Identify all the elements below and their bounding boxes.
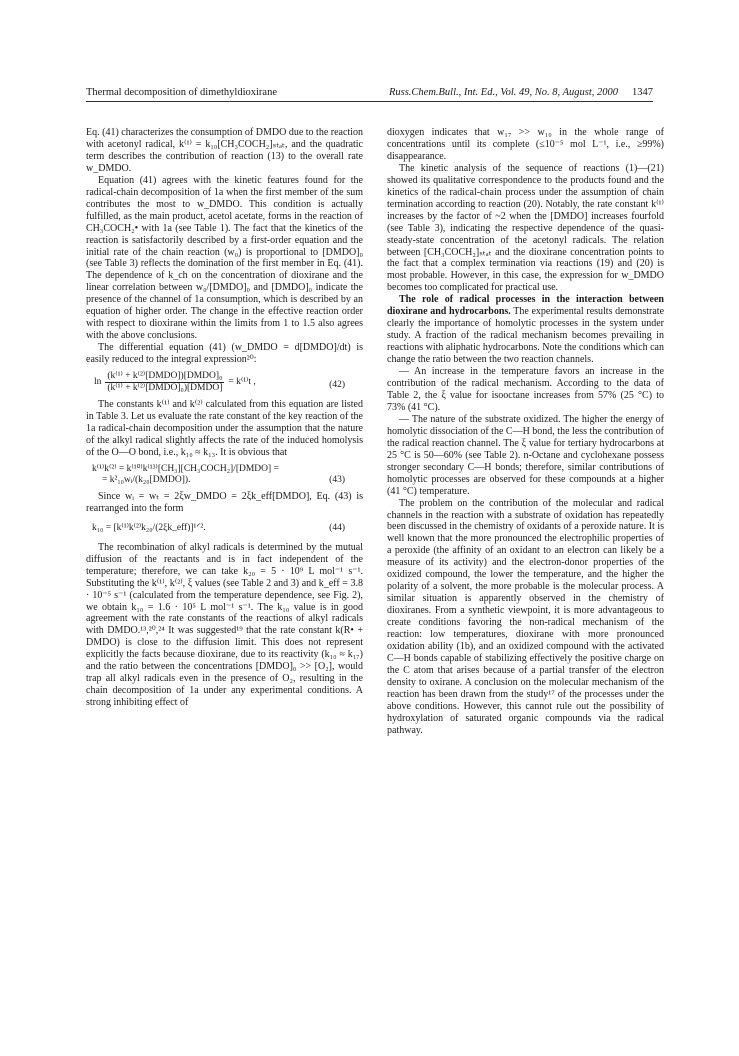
right-paragraph-6: The problem on the contribution of the molecular and radical channels in the reaction with a substrate of oxidation has repeatedly been discussed in the chemistry of oxidants of a peroxide nature. It is well known that the more pronounced the electrophilic properties of a peroxide (the affinity of an oxidant to an electron can likely be a measure of its activity) and the electron-donor properties of the oxidized compound, the lower the temperature, and the higher the polarity of a solvent, the more probable is the molecular process. A similar situation is apparently observed in the chemistry of dioxiranes. From a synthetic viewpoint, it is more advantageous to create conditions favoring the non-radical mechanism of the reaction: low temperatures, dioxirane with more pronounced oxidation ability (1b), and an oxidized compound with the activated C—H bonds capable of stabilizing effectively the positive charge on the C atom that arises because of a partial transfer of the electron density to oxirane. A conclusion on the molecular mechanism of the reaction has been drawn from the study¹⁷ of the processes under the above conditions. However, this cannot rule out the possibility of hydroxylation of saturated organic compounds via the radical pathway.: [387, 497, 664, 736]
left-paragraph-6: The recombination of alkyl radicals is determined by the mutual diffusion of the reactants and is in fact independent of the temperature; therefore, we can take k₂₀ = 5 · 10⁹ L mol⁻¹ s⁻¹. Substituting the k⁽¹⁾, k⁽²⁾, ξ values (see Table 2 and 3) and k_eff = 3.8 · 10⁻⁵ s⁻¹ (calculated from the temperature dependence, see Fig. 2), we obtain k₁₀ = 1.6 · 10⁵ L mol⁻¹ s⁻¹. The k₁₀ value is in good agreement with the rate constants of the reactions of alkyl radicals with DMDO.¹³,²⁰,²⁴ It was suggested¹⁹ that the rate constant k(R• + DMDO) is close to the diffusion limit. This does not represent explicitly the facts because dioxirane, due to its reactivity (k₁₀ ≈ k₁₇) and the ratio between the concentrations [DMDO]₀ >> [O₂], would trap all alkyl radicals even in the presence of O₂, resulting in the chain decomposition of 1a under any experimental conditions. A strong inhibiting effect of: [86, 541, 363, 709]
running-header: [86, 86, 653, 102]
equation-43-line-1: k⁽¹⁾k⁽²⁾ = k⁽¹⁰⁾k⁽¹³⁾[CH₃][CH₃COCH₂]/[DMDO] =: [92, 463, 279, 474]
equation-42-fraction: [105, 371, 224, 394]
header-page-number: 1347: [632, 87, 653, 98]
left-column: [86, 127, 363, 709]
header-journal-citation: [389, 86, 653, 100]
left-paragraph-5: Since wᵢ = wₜ = 2ξw_DMDO = 2ξk_eff[DMDO], Eq. (43) is rearranged into the form: [86, 490, 363, 514]
equation-44-body: k₁₀ = [k⁽¹⁾k⁽²⁾k₂₀/(2ξk_eff)]¹ᐟ².: [92, 522, 206, 533]
equation-42-ln: ln: [94, 377, 102, 388]
right-paragraph-1: dioxygen indicates that w₁₇ >> w₁₀ in the whole range of concentrations until its complete (≤10⁻⁵ mol L⁻¹, i.e., ≥99%) disappearance.: [387, 127, 664, 162]
equation-44: [86, 523, 363, 534]
equation-42-denominator: (k⁽¹⁾ + k⁽²⁾[DMDO]₀)[DMDO]: [107, 383, 223, 394]
right-column: [387, 127, 664, 737]
equation-42-rhs: = k⁽¹⁾t ,: [228, 377, 256, 388]
equation-42: [86, 371, 363, 394]
equation-43: [86, 464, 363, 486]
right-paragraph-3: [387, 294, 664, 366]
right-paragraph-3-body: The experimental results demonstrate clearly the importance of homolytic processes in the system under study. A fraction of the radical mechanism becomes prevailing in reactions with aliphatic hydrocarbons. Note the conditions which can change the ratio between the two reaction channels.: [387, 306, 665, 366]
equation-43-line-2: = k²₁₀wᵢ/(k₂₀[DMDO]).: [102, 474, 191, 485]
left-paragraph-4: The constants k⁽¹⁾ and k⁽²⁾ calculated from this equation are listed in Table 3. Let us evaluate the rate constant of the key reaction of the 1a radical-chain decomposition under the assumption that the nature of the alkyl radical slightly affects the rate of the induced homolysis of the O—O bond, i.e., k₁₀ ≈ k₁₃. It is obvious that: [86, 399, 363, 458]
equation-44-number: (44): [329, 522, 345, 533]
equation-42-number: (42): [329, 380, 345, 391]
header-rule: [86, 101, 653, 102]
right-paragraph-2: The kinetic analysis of the sequence of reactions (1)—(21) showed its qualitative correspondence to the products found and the kinetics of the radical-chain process under the assumption of chain termination according to reaction (20). Notably, the rate constant k⁽¹⁾ increases by the factor of ~2 when the [DMDO] increases fourfold (see Table 3), indicating the respective dependence of the quasi-steady-state concentration of the acetonyl radicals. The relation between [CH₃COCH₂]ₛₜₐₜ and the dioxirane concentration points to the fact that a complex termination via reactions (19) and (20) is most probable. However, in this case, the expression for w_DMDO becomes too complicated for practical use.: [387, 162, 664, 294]
right-paragraph-5: — The nature of the substrate oxidized. The higher the energy of homolytic dissociation of the C—H bond, the less the contribution of the radical reaction channel. The ξ value for tertiary hydrocarbons at 25 °C is 50—60% (see Table 2). n-Octane and cyclohexane possess stronger secondary C—H bonds; therefore, similar contributions of homolytic processes are observed for these compounds at a higher (41 °C) temperature.: [387, 413, 664, 497]
right-paragraph-4: — An increase in the temperature favors an increase in the contribution of the radical mechanism. According to the data of Table 2, the ξ value for isooctane increases from 57% (25 °C) to 73% (41 °C).: [387, 366, 664, 413]
equation-43-number: (43): [329, 474, 345, 485]
header-journal: Russ.Chem.Bull., Int. Ed., Vol. 49, No. 8, August, 2000: [388, 87, 618, 98]
equation-42-numerator: (k⁽¹⁾ + k⁽²⁾[DMDO])[DMDO]₀: [107, 371, 223, 382]
left-paragraph-1: Eq. (41) characterizes the consumption of DMDO due to the reaction with acetonyl radical, k⁽¹⁾ = k₁₀[CH₃COCH₂]ₛₜₐₜ, and the quadratic term describes the contribution of reaction (13) to the overall rate w_DMDO.: [86, 127, 363, 174]
header-article-title: Thermal decomposition of dimethyldioxirane: [86, 87, 277, 98]
left-paragraph-3: The differential equation (41) (w_DMDO = d[DMDO]/dt) is easily reduced to the integral expression²⁰:: [86, 342, 363, 366]
section-heading-radical-processes: The role of radical processes in the interaction between dioxirane and hydrocarbons.: [387, 294, 664, 318]
left-paragraph-2: Equation (41) agrees with the kinetic features found for the radical-chain decomposition of 1a when the first member of the sum contributes the most to w_DMDO. This condition is actually fulfilled, as the main product, acetol acetate, forms in the reaction of CH₃COCH₂• with 1a (see Table 1). The fact that the kinetics of the reaction is satisfactorily described by a first-order equation and the initial rate of the chain reaction (w₀) is proportional to [DMDO]₀ (see Table 3) reflects the domination of the first member in Eq. (41). The dependence of k_ch on the concentration of dioxirane and the linear correlation between w₀/[DMDO]₀ and [DMDO]₀ indicate the presence of the channel of 1a consumption, which is described by an equation of higher order. The change in the effective reaction order with respect to dioxirane within the limits from 1 to 1.5 also agrees with the above conclusions.: [86, 174, 363, 342]
